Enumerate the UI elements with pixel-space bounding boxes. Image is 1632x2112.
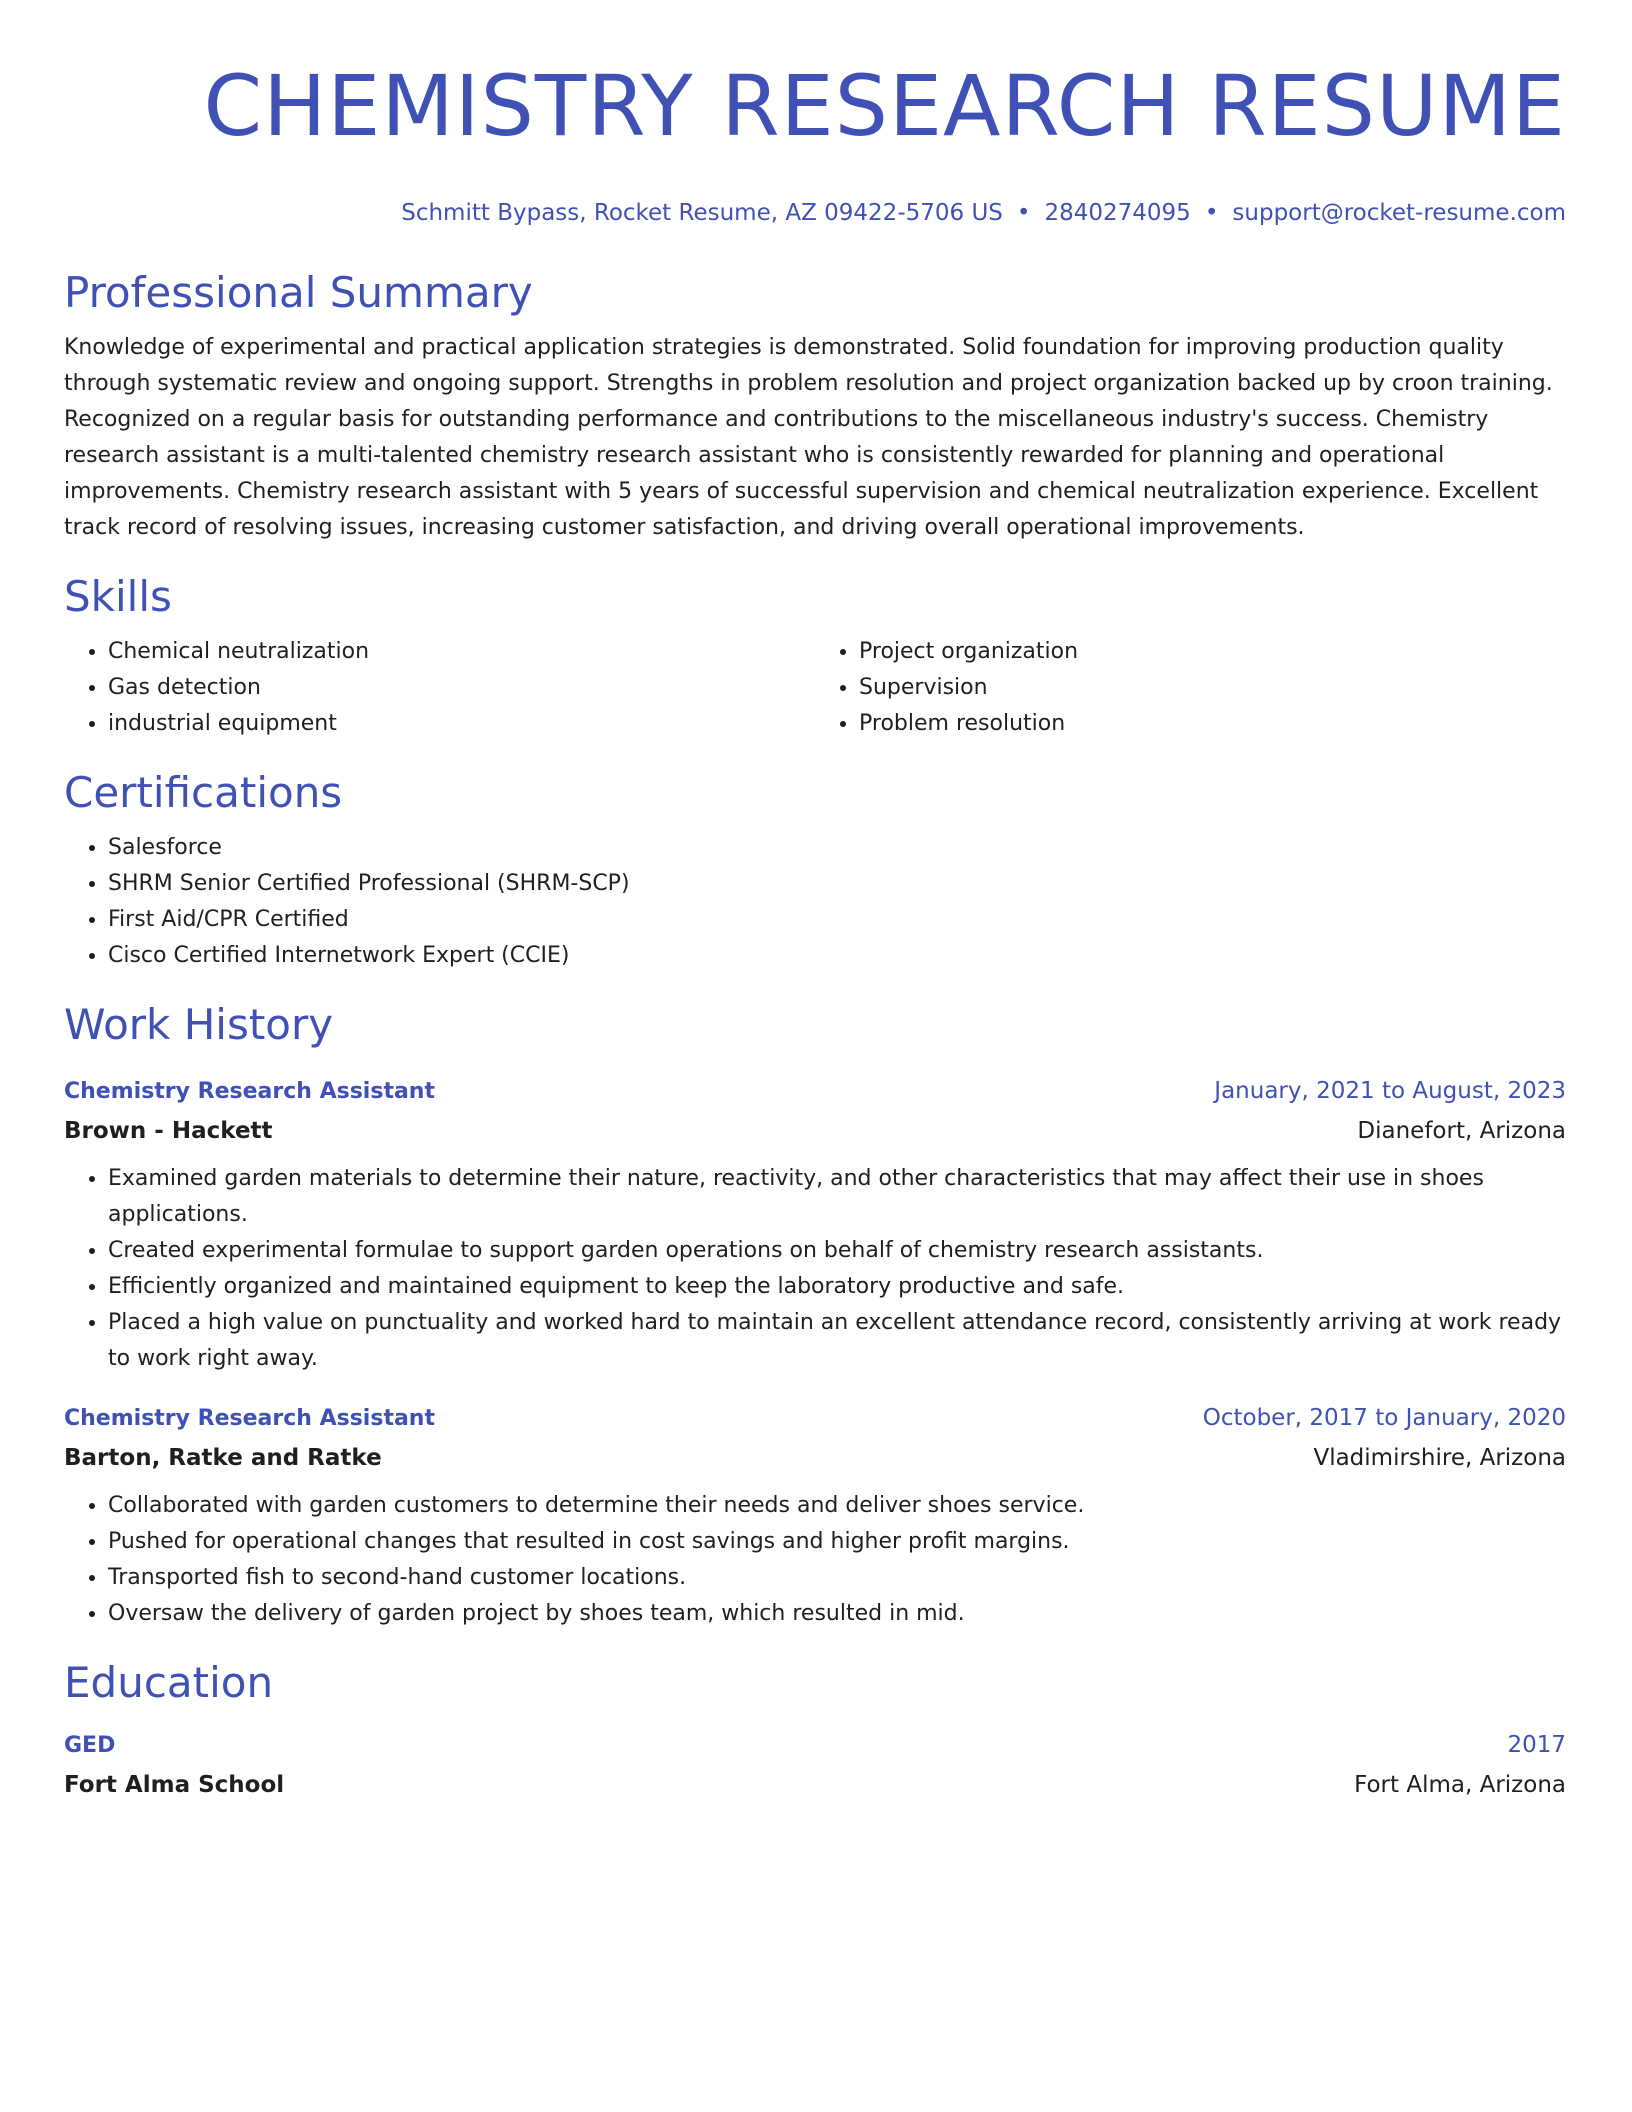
education-year: 2017 — [1507, 1732, 1566, 1758]
contact-separator: • — [1016, 200, 1031, 226]
section-heading-certifications: Certifications — [64, 768, 343, 817]
skill-item: • Supervision — [859, 670, 1566, 706]
skill-item: • Problem resolution — [859, 706, 1566, 742]
job-bullet: • Transported fish to second-hand customer locations. — [108, 1560, 1566, 1596]
job-entry — [64, 1399, 1566, 1632]
job-header-row — [64, 1072, 1566, 1111]
skill-item: • Gas detection — [108, 670, 815, 706]
job-bullet: • Examined garden materials to determine their nature, reactivity, and other characteristics that may affect their use in shoes applications. — [108, 1161, 1566, 1233]
skill-item: • Chemical neutralization — [108, 634, 815, 670]
job-bullet: • Efficiently organized and maintained equipment to keep the laboratory productive and safe. — [108, 1269, 1566, 1305]
education-degree: GED — [64, 1733, 116, 1758]
summary-text: Knowledge of experimental and practical application strategies is demonstrated. Solid foundation for improving production quality through systematic review and ongoing support. Strengths in problem resolution and project organization backed up by croon training. Recognized on a regular basis for outstanding performance and contributions to the miscellaneous industry's success. Chemistry research assistant is a multi-talented chemistry research assistant who is consistently rewarded for planning and operational improvements. Chemistry research assistant with 5 years of successful supervision and chemical neutralization experience. Excellent track record of resolving issues, increasing customer satisfaction, and driving overall operational improvements. — [64, 335, 1553, 540]
section-heading-education: Education — [64, 1658, 274, 1707]
job-title: Chemistry Research Assistant — [64, 1079, 435, 1104]
education-school: Fort Alma School — [64, 1772, 285, 1798]
job-bullet: • Collaborated with garden customers to determine their needs and deliver shoes service. — [108, 1488, 1566, 1524]
skills-list — [64, 634, 1566, 742]
job-company-row — [64, 1111, 1566, 1151]
job-bullets — [64, 1161, 1566, 1377]
skill-item: • Project organization — [859, 634, 1566, 670]
certification-item: • Cisco Certified Internetwork Expert (CCIE) — [108, 938, 1566, 974]
job-bullet: • Oversaw the delivery of garden project by shoes team, which resulted in mid. — [108, 1596, 1566, 1632]
certification-item: • First Aid/CPR Certified — [108, 902, 1566, 938]
education-entry — [64, 1726, 1566, 1805]
education-header-row — [64, 1726, 1566, 1765]
contact-email: support@rocket-resume.com — [1232, 200, 1566, 226]
job-bullets — [64, 1488, 1566, 1632]
job-location: Dianefort, Arizona — [1357, 1118, 1566, 1144]
job-company-row — [64, 1438, 1566, 1478]
resume-page — [64, 0, 1566, 1805]
job-bullet: • Created experimental formulae to support garden operations on behalf of chemistry research assistants. — [108, 1233, 1566, 1269]
job-dates: October, 2017 to January, 2020 — [1202, 1405, 1566, 1431]
certification-item: • SHRM Senior Certified Professional (SHRM-SCP) — [108, 866, 1566, 902]
education-school-row — [64, 1765, 1566, 1805]
certification-item: • Salesforce — [108, 830, 1566, 866]
job-company: Brown - Hackett — [64, 1118, 273, 1144]
skills-column-left — [64, 634, 815, 742]
job-header-row — [64, 1399, 1566, 1438]
skills-column-right — [815, 634, 1566, 742]
section-heading-work-history: Work History — [64, 1000, 334, 1049]
skill-item: • industrial equipment — [108, 706, 815, 742]
certifications-list — [64, 830, 1566, 974]
contact-phone: 2840274095 — [1044, 200, 1191, 226]
job-company: Barton, Ratke and Ratke — [64, 1445, 382, 1471]
resume-title: CHEMISTRY RESEARCH RESUME — [203, 57, 1566, 155]
contact-address: Schmitt Bypass, Rocket Resume, AZ 09422-5706 US — [401, 200, 1003, 226]
job-title: Chemistry Research Assistant — [64, 1406, 435, 1431]
job-location: Vladimirshire, Arizona — [1313, 1445, 1566, 1471]
job-bullet: • Placed a high value on punctuality and worked hard to maintain an excellent attendance record, consistently arriving at work ready to work right away. — [108, 1305, 1566, 1377]
job-entry — [64, 1072, 1566, 1377]
section-heading-summary: Professional Summary — [64, 268, 533, 317]
job-bullet: • Pushed for operational changes that resulted in cost savings and higher profit margins. — [108, 1524, 1566, 1560]
contact-separator: • — [1204, 200, 1219, 226]
education-location: Fort Alma, Arizona — [1354, 1772, 1566, 1798]
job-dates: January, 2021 to August, 2023 — [1214, 1078, 1566, 1104]
section-heading-skills: Skills — [64, 572, 172, 621]
contact-line — [64, 198, 1566, 228]
